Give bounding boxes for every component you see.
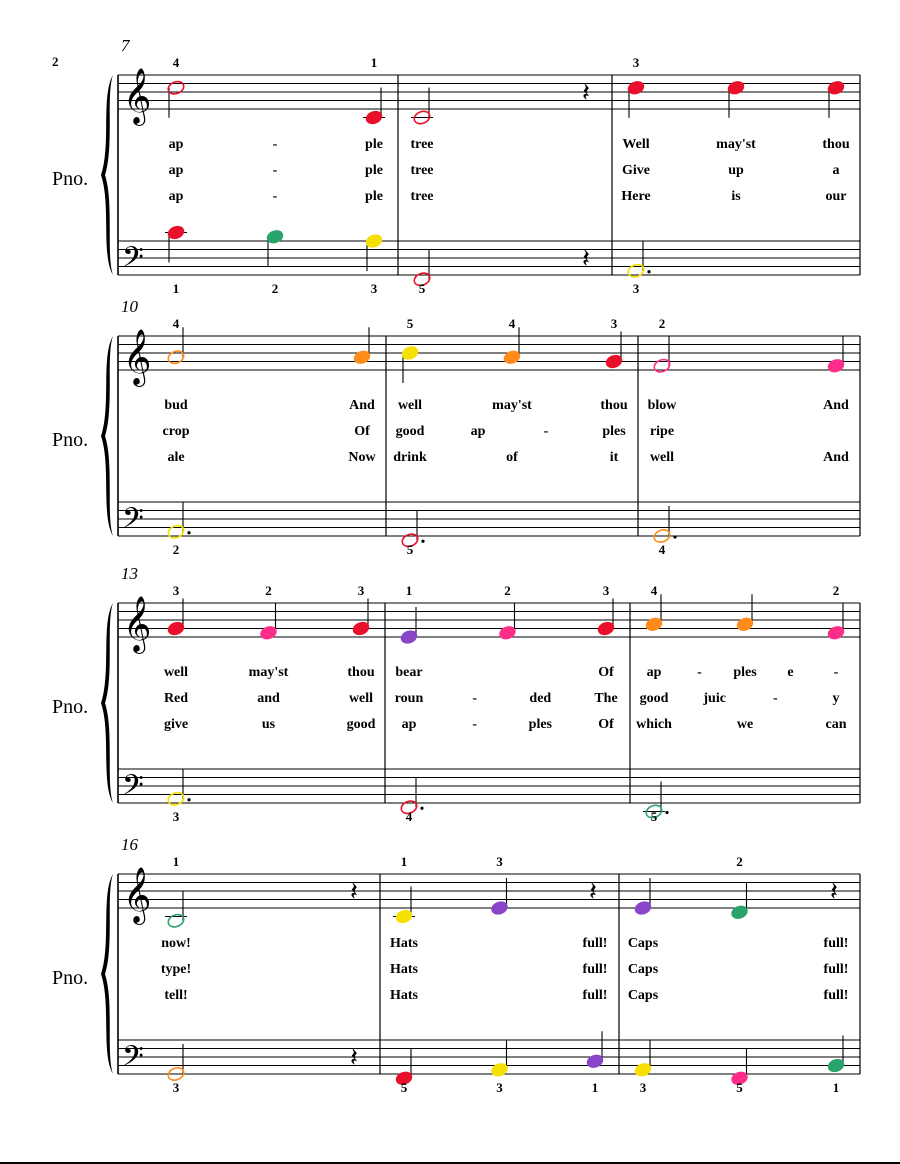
lyric-syllable: us [261, 717, 276, 732]
lyric-syllable: ap [470, 424, 486, 439]
lyric-syllable: ple [365, 137, 383, 152]
fingering-number: 3 [172, 809, 180, 824]
fingering-number: 2 [658, 316, 666, 331]
lyric-syllable: - [543, 424, 549, 439]
fingering-number: 1 [172, 854, 180, 869]
lyric-syllable: ples [528, 717, 553, 732]
lyric-syllable: - [272, 137, 278, 152]
lyric-syllable: ap [168, 137, 184, 152]
instrument-label: Pno. [52, 967, 89, 989]
fingering-number: 4 [172, 55, 180, 70]
fingering-number: 2 [265, 583, 272, 598]
lyric-syllable: ale [167, 450, 185, 465]
fingering-number: 3 [357, 583, 365, 598]
lyric-syllable: Of [354, 424, 370, 439]
note-dot [673, 535, 676, 538]
lyric-syllable: our [825, 189, 847, 204]
lyric-syllable: type! [160, 962, 192, 977]
lyric-syllable: give [163, 717, 189, 732]
lyric-syllable: And [823, 398, 849, 413]
fingering-number: 2 [172, 542, 180, 557]
fingering-number: 5 [400, 1080, 408, 1095]
lyric-syllable: well [163, 665, 189, 680]
lyric-syllable: e [787, 665, 794, 680]
lyric-syllable: The [594, 691, 618, 706]
instrument-label: Pno. [52, 429, 89, 451]
lyric-syllable: may'st [248, 665, 289, 680]
brace [101, 603, 113, 803]
bass-clef-icon: 𝄢 [122, 1040, 144, 1080]
lyric-syllable: ple [365, 163, 383, 178]
fingering-number: 3 [610, 316, 618, 331]
note-dot [187, 531, 190, 534]
lyric-syllable: ripe [649, 424, 675, 439]
lyric-syllable: well [397, 398, 423, 413]
lyric-syllable: we [736, 717, 754, 732]
lyric-syllable: thou [822, 137, 850, 152]
lyric-syllable: juic [703, 691, 726, 706]
lyric-syllable: which [636, 717, 672, 732]
treble-clef-icon: 𝄞 [123, 867, 152, 923]
quarter-rest-icon: 𝄽 [350, 877, 358, 907]
lyric-syllable: Well [622, 137, 650, 152]
lyric-syllable: can [825, 717, 847, 732]
lyric-syllable: - [772, 691, 778, 706]
quarter-rest-icon: 𝄽 [582, 78, 590, 108]
lyric-syllable: ples [733, 665, 757, 680]
lyric-syllable: - [272, 189, 278, 204]
lyric-syllable: drink [393, 450, 427, 465]
measure-number: 10 [121, 297, 138, 316]
fingering-number: 1 [591, 1080, 599, 1095]
lyric-syllable: tree [410, 137, 434, 152]
fingering-number: 3 [639, 1080, 647, 1095]
lyric-syllable: y [832, 691, 840, 706]
lyric-syllable: well [348, 691, 374, 706]
fingering-number: 5 [406, 316, 414, 331]
note-dot [420, 807, 423, 810]
lyric-syllable: a [832, 163, 840, 178]
measure-number: 16 [121, 835, 138, 854]
lyric-syllable: ap [401, 717, 417, 732]
lyric-syllable: Give [622, 163, 650, 178]
treble-clef-icon: 𝄞 [123, 596, 152, 652]
instrument-label: Pno. [52, 696, 89, 718]
fingering-number: 5 [418, 281, 426, 296]
lyric-syllable: Of [598, 665, 614, 680]
fingering-number: 4 [405, 809, 413, 824]
lyric-syllable: tree [410, 189, 434, 204]
lyric-syllable: crop [162, 424, 190, 439]
lyric-syllable: Caps [627, 936, 659, 951]
lyric-syllable: Now [348, 450, 376, 465]
lyric-syllable: up [728, 163, 744, 178]
lyric-syllable: may'st [716, 137, 756, 152]
brace [101, 874, 113, 1074]
lyric-syllable: may'st [492, 398, 532, 413]
lyric-syllable: ple [365, 189, 383, 204]
lyric-syllable: now! [161, 936, 191, 951]
fingering-number: 5 [650, 809, 658, 824]
lyric-syllable: is [731, 189, 741, 204]
fingering-number: 3 [496, 854, 503, 869]
system-16 [52, 835, 860, 1095]
lyric-syllable: full! [823, 962, 849, 977]
fingering-number: 2 [832, 583, 840, 598]
fingering-number: 5 [736, 1080, 743, 1095]
lyric-syllable: Hats [390, 962, 418, 977]
lyric-syllable: Caps [627, 962, 659, 977]
lyric-syllable: Hats [390, 988, 418, 1003]
lyric-syllable: full! [582, 936, 608, 951]
lyric-syllable: good [639, 691, 669, 706]
note-dot [187, 798, 190, 801]
fingering-number: 1 [370, 55, 378, 70]
fingering-number: 4 [658, 542, 666, 557]
lyric-syllable: full! [582, 962, 608, 977]
instrument-label: Pno. [52, 168, 89, 190]
measure-number: 13 [121, 564, 138, 583]
quarter-rest-icon: 𝄽 [350, 1043, 358, 1073]
lyric-syllable: Caps [627, 988, 659, 1003]
lyric-syllable: - [697, 665, 702, 680]
lyric-syllable: - [472, 717, 478, 732]
fingering-number: 4 [508, 316, 516, 331]
treble-clef-icon: 𝄞 [123, 68, 152, 124]
system-13 [52, 564, 860, 824]
fingering-number: 2 [271, 281, 279, 296]
lyric-syllable: ded [529, 691, 552, 706]
page-number: 2 [52, 54, 59, 69]
fingering-number: 3 [172, 1080, 180, 1095]
fingering-number: 3 [602, 583, 610, 598]
fingering-number: 3 [370, 281, 378, 296]
fingering-number: 4 [650, 583, 658, 598]
lyric-syllable: thou [600, 398, 628, 413]
lyric-syllable: bud [164, 398, 188, 413]
fingering-number: 1 [400, 854, 408, 869]
fingering-number: 4 [172, 316, 180, 331]
lyric-syllable: roun [394, 691, 424, 706]
lyric-syllable: Red [163, 691, 189, 706]
fingering-number: 3 [172, 583, 180, 598]
lyric-syllable: ples [602, 424, 626, 439]
lyric-syllable: blow [647, 398, 677, 413]
lyric-syllable: Of [598, 717, 614, 732]
fingering-number: 1 [405, 583, 413, 598]
lyric-syllable: full! [582, 988, 608, 1003]
note-dot [665, 811, 668, 814]
lyric-syllable: - [272, 163, 278, 178]
lyric-syllable: - [833, 665, 839, 680]
lyric-syllable: of [506, 450, 518, 465]
lyric-syllable: good [395, 424, 425, 439]
lyric-syllable: ap [168, 163, 184, 178]
lyric-syllable: well [649, 450, 675, 465]
quarter-rest-icon: 𝄽 [589, 877, 597, 907]
lyric-syllable: ap [168, 189, 184, 204]
measure-number: 7 [121, 36, 130, 55]
lyric-syllable: full! [823, 936, 849, 951]
lyric-syllable: bear [395, 665, 423, 680]
lyric-syllable: And [349, 398, 375, 413]
bass-clef-icon: 𝄢 [122, 502, 144, 542]
fingering-number: 1 [172, 281, 180, 296]
lyric-syllable: thou [347, 665, 375, 680]
fingering-number: 2 [736, 854, 743, 869]
brace [101, 75, 113, 275]
lyric-syllable: Here [621, 189, 651, 204]
fingering-number: 3 [496, 1080, 503, 1095]
lyric-syllable: ap [646, 665, 662, 680]
lyric-syllable: And [823, 450, 849, 465]
quarter-rest-icon: 𝄽 [582, 244, 590, 274]
note-dot [647, 270, 650, 273]
brace [101, 336, 113, 536]
fingering-number: 3 [632, 281, 640, 296]
lyric-syllable: tell! [164, 988, 188, 1003]
bass-clef-icon: 𝄢 [122, 241, 144, 281]
fingering-number: 1 [832, 1080, 840, 1095]
system-10 [52, 297, 860, 557]
lyric-syllable: and [257, 691, 280, 706]
lyric-syllable: it [609, 450, 619, 465]
bass-clef-icon: 𝄢 [122, 769, 144, 809]
system-7 [52, 36, 860, 296]
lyric-syllable: Hats [390, 936, 418, 951]
fingering-number: 2 [504, 583, 511, 598]
fingering-number: 3 [632, 55, 640, 70]
quarter-rest-icon: 𝄽 [830, 877, 838, 907]
lyric-syllable: tree [410, 163, 434, 178]
treble-clef-icon: 𝄞 [123, 329, 152, 385]
lyric-syllable: - [472, 691, 478, 706]
fingering-number: 5 [406, 542, 414, 557]
lyric-syllable: good [346, 717, 376, 732]
note-dot [421, 540, 424, 543]
lyric-syllable: full! [823, 988, 849, 1003]
